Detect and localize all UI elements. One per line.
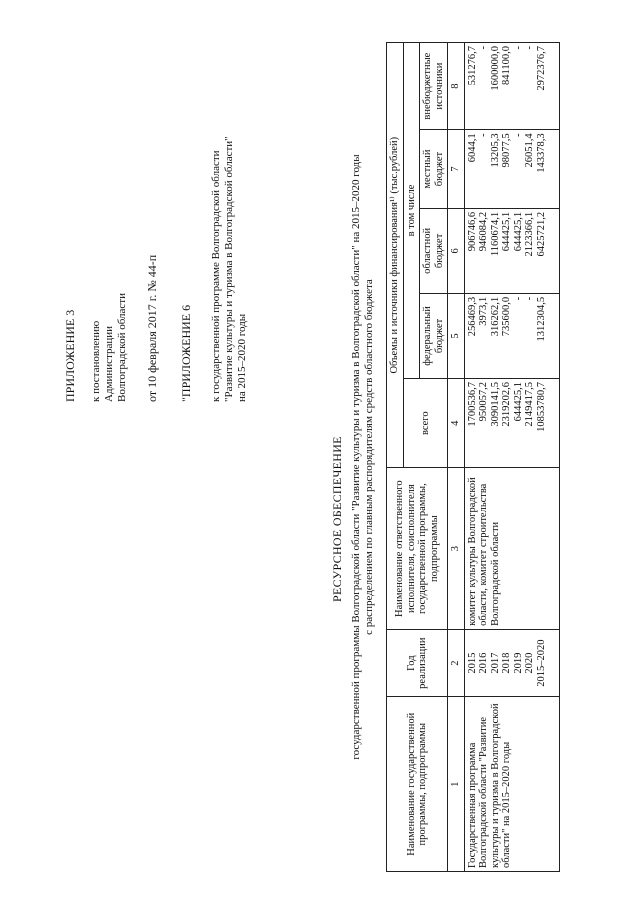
total-cell xyxy=(464,379,559,468)
responsible-cell: комитет культуры Волгоградской области, комитет строительства Волгоградской области xyxy=(464,468,559,629)
column-number: 1 xyxy=(448,697,465,872)
local-value: - xyxy=(512,133,524,137)
header-extra: внебюджетные источники xyxy=(420,43,448,130)
extra-value: - xyxy=(478,46,489,50)
federal-value: 3973,1 xyxy=(478,296,489,326)
regional-value: 1160674,1 xyxy=(489,211,501,257)
federal-value: 256469,3 xyxy=(466,296,478,337)
extra-value: - xyxy=(512,46,524,50)
year-value: 2018 xyxy=(501,652,512,674)
appendix-administration: Администрации xyxy=(103,325,115,402)
appendix6-program-line1: к государственной программе Волгоградской области xyxy=(210,150,222,402)
header-federal: федеральный бюджет xyxy=(420,293,448,378)
local-cell xyxy=(464,130,559,209)
column-number: 5 xyxy=(448,293,465,378)
column-number: 3 xyxy=(448,468,465,629)
regional-value: 946084,2 xyxy=(478,211,489,252)
regional-cell xyxy=(464,208,559,293)
federal-cell xyxy=(464,293,559,378)
extra-value: 2972376,7 xyxy=(535,46,547,91)
header-responsible: Наименование ответственного исполнителя, соисполнителя государственной программы, подпрограммы xyxy=(387,468,448,629)
appendix6-program-line2: "Развитие культуры и туризма в Волгоградской области" xyxy=(223,136,235,402)
table-row xyxy=(464,43,559,872)
appendix-region: Волгоградской области xyxy=(116,293,128,402)
extra-value: 1600000,0 xyxy=(489,46,501,91)
extra-value: - xyxy=(524,46,535,50)
regional-value: 644425,1 xyxy=(512,211,524,252)
document-title: РЕСУРСНОЕ ОБЕСПЕЧЕНИЕ xyxy=(330,436,344,602)
header-including: в том числе xyxy=(403,43,420,379)
document-subtitle-2: с распределением по главным распорядителям средств областного бюджета xyxy=(363,279,375,635)
appendix6-label: "ПРИЛОЖЕНИЕ 6 xyxy=(179,304,193,402)
total-value: 644425,1 xyxy=(512,382,524,422)
local-value: 26051,4 xyxy=(524,133,535,168)
column-number: 7 xyxy=(448,130,465,209)
program-name-cell: Государственная программа Волгоградской области "Развитие культуры и туризма в Волгоградской области" на 2015–2020 годы xyxy=(464,697,559,872)
appendix-label: ПРИЛОЖЕНИЕ 3 xyxy=(63,309,77,402)
header-program: Наименование государственной программы, подпрограммы xyxy=(387,697,448,872)
regional-value: 906746,6 xyxy=(466,211,478,252)
appendix6-program-line3: на 2015–2020 годы xyxy=(236,313,248,402)
federal-value: - xyxy=(524,296,535,301)
total-value: 2319202,6 xyxy=(501,382,512,427)
local-value: - xyxy=(478,133,489,137)
header-regional: областной бюджет xyxy=(420,208,448,293)
year-value: 2020 xyxy=(524,652,535,674)
local-value: 13205,3 xyxy=(489,133,501,168)
extra-value: 841100,0 xyxy=(501,46,512,85)
year-value: 2019 xyxy=(512,652,524,674)
federal-value: 735600,0 xyxy=(501,296,512,337)
appendix-to-decree: к постановлению xyxy=(90,320,102,402)
column-number: 2 xyxy=(448,629,465,697)
local-value: 143378,3 xyxy=(535,133,547,173)
year-value: 2015–2020 xyxy=(535,639,547,687)
extra-value: 531276,7 xyxy=(466,46,478,86)
header-local: местный бюджет xyxy=(420,130,448,209)
column-number: 8 xyxy=(448,43,465,130)
total-value: 3090141,5 xyxy=(489,382,501,427)
header-volumes: Объемы и источники финансирования¹⁾ (тыс.рублей) xyxy=(387,43,404,468)
year-value: 2016 xyxy=(478,652,489,674)
column-number: 6 xyxy=(448,208,465,293)
total-value: 2149417,5 xyxy=(524,382,535,427)
federal-value: 1312304,5 xyxy=(535,296,547,342)
appendix-date-line: от 10 февраля 2017 г. № 44-п xyxy=(145,254,159,402)
federal-value: - xyxy=(512,296,524,301)
header-total: всего xyxy=(403,379,448,468)
year-value: 2015 xyxy=(466,652,478,674)
years-cell xyxy=(464,629,559,697)
year-value: 2017 xyxy=(489,652,501,674)
regional-value: 2123366,1 xyxy=(524,211,535,257)
regional-value: 6425721,2 xyxy=(535,211,547,257)
resource-table xyxy=(386,42,560,872)
total-value: 1700536,7 xyxy=(466,382,478,427)
column-number: 4 xyxy=(448,379,465,468)
total-value: 950057,2 xyxy=(478,382,489,422)
local-value: 6044,1 xyxy=(466,133,478,163)
local-value: 98077,5 xyxy=(501,133,512,168)
regional-value: 644425,1 xyxy=(501,211,512,252)
document-subtitle-1: государственной программы Волгоградской области "Развитие культуры и туризма в Волгоградской области" на 2015–2020 годы xyxy=(350,154,362,760)
landscape-content xyxy=(46,42,612,872)
header-year: Год реализации xyxy=(387,629,448,697)
extra-cell xyxy=(464,43,559,130)
federal-value: 316262,1 xyxy=(489,296,501,337)
total-value: 10853780,7 xyxy=(535,382,547,432)
